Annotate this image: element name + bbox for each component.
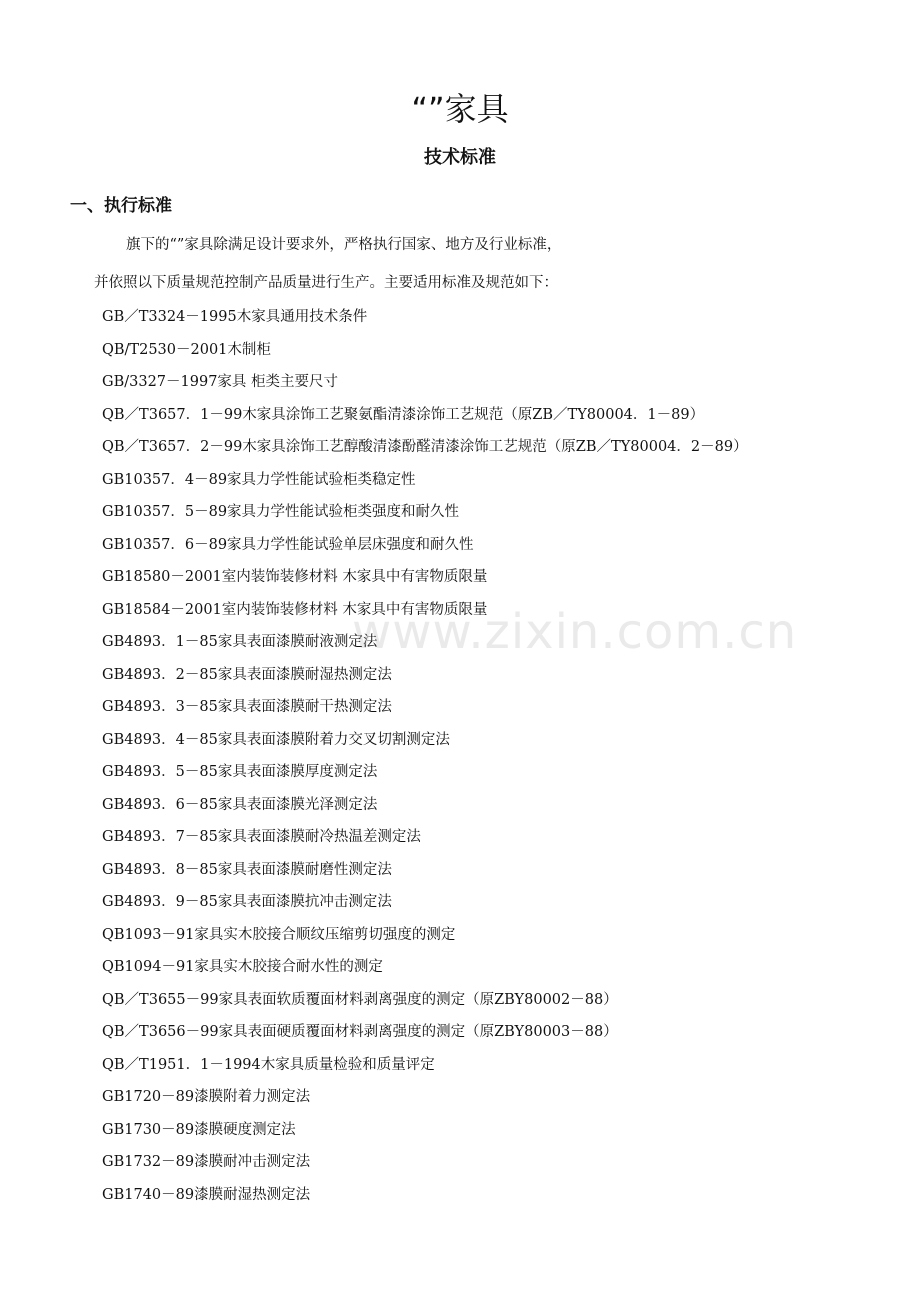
standard-item: QB1093－91家具实木胶接合顺纹压缩剪切强度的测定 [102, 926, 456, 943]
standard-item: QB／T3656－99家具表面硬质覆面材料剥离强度的测定（原ZBY80003－88） [102, 1024, 618, 1040]
standard-item: GB4893．3－85家具表面漆膜耐干热测定法 [102, 699, 392, 715]
standards-list [102, 303, 748, 1213]
standard-item: GB4893．7－85家具表面漆膜耐冷热温差测定法 [102, 829, 421, 845]
document-subtitle: 技术标准 [424, 147, 496, 168]
standard-item: GB1740－89漆膜耐湿热测定法 [102, 1186, 311, 1203]
standard-item: GB1720－89漆膜附着力测定法 [102, 1089, 311, 1105]
standard-item: GB4893．9－85家具表面漆膜抗冲击测定法 [102, 894, 392, 910]
standard-item: QB/T2530－2001木制柜 [102, 341, 271, 358]
standard-item: GB4893．4－85家具表面漆膜附着力交叉切割测定法 [102, 731, 450, 748]
standard-item: GB／T3324－1995木家具通用技术条件 [102, 309, 368, 325]
standard-item: QB／T1951．1－1994木家具质量检验和质量评定 [102, 1056, 435, 1073]
standard-item: GB10357．6－89家具力学性能试验单层床强度和耐久性 [102, 536, 474, 553]
section-heading: 一、执行标准 [70, 196, 172, 216]
standard-item: GB4893．1－85家具表面漆膜耐液测定法 [102, 634, 378, 650]
standard-item: QB／T3657．1－99木家具涂饰工艺聚氨酯清漆涂饰工艺规范（原ZB／TY80004．1－89） [102, 406, 705, 423]
standard-item: GB18584－2001室内装饰装修材料 木家具中有害物质限量 [102, 601, 488, 618]
standard-item: QB／T3655－99家具表面软质覆面材料剥离强度的测定（原ZBY80002－88） [102, 991, 618, 1008]
intro-paragraph-line-2: 并依照以下质量规范控制产品质量进行生产。主要适用标准及规范如下： [94, 275, 558, 291]
intro-paragraph-line-1: 旗下的“”家具除满足设计要求外，严格执行国家、地方及行业标准， [126, 237, 562, 253]
document-title: “”家具 [411, 90, 509, 128]
standard-item: GB1732－89漆膜耐冲击测定法 [102, 1154, 311, 1170]
standard-item: GB10357．5－89家具力学性能试验柜类强度和耐久性 [102, 504, 460, 520]
standard-item: GB4893．2－85家具表面漆膜耐湿热测定法 [102, 666, 392, 683]
standard-item: GB18580－2001室内装饰装修材料 木家具中有害物质限量 [102, 569, 488, 585]
standard-item: QB1094－91家具实木胶接合耐水性的测定 [102, 959, 383, 975]
standard-item: GB10357．4－89家具力学性能试验柜类稳定性 [102, 471, 416, 488]
standard-item: GB4893．8－85家具表面漆膜耐磨性测定法 [102, 861, 392, 878]
standard-item: QB／T3657．2－99木家具涂饰工艺醇酸清漆酚醛清漆涂饰工艺规范（原ZB／TY80004．2－89） [102, 439, 748, 455]
standard-item: GB1730－89漆膜硬度测定法 [102, 1121, 296, 1138]
standard-item: GB/3327－1997家具 柜类主要尺寸 [102, 374, 339, 390]
watermark: www.zixin.com.cn [352, 604, 798, 660]
standard-item: GB4893．6－85家具表面漆膜光泽测定法 [102, 796, 378, 813]
standard-item: GB4893．5－85家具表面漆膜厚度测定法 [102, 764, 378, 780]
